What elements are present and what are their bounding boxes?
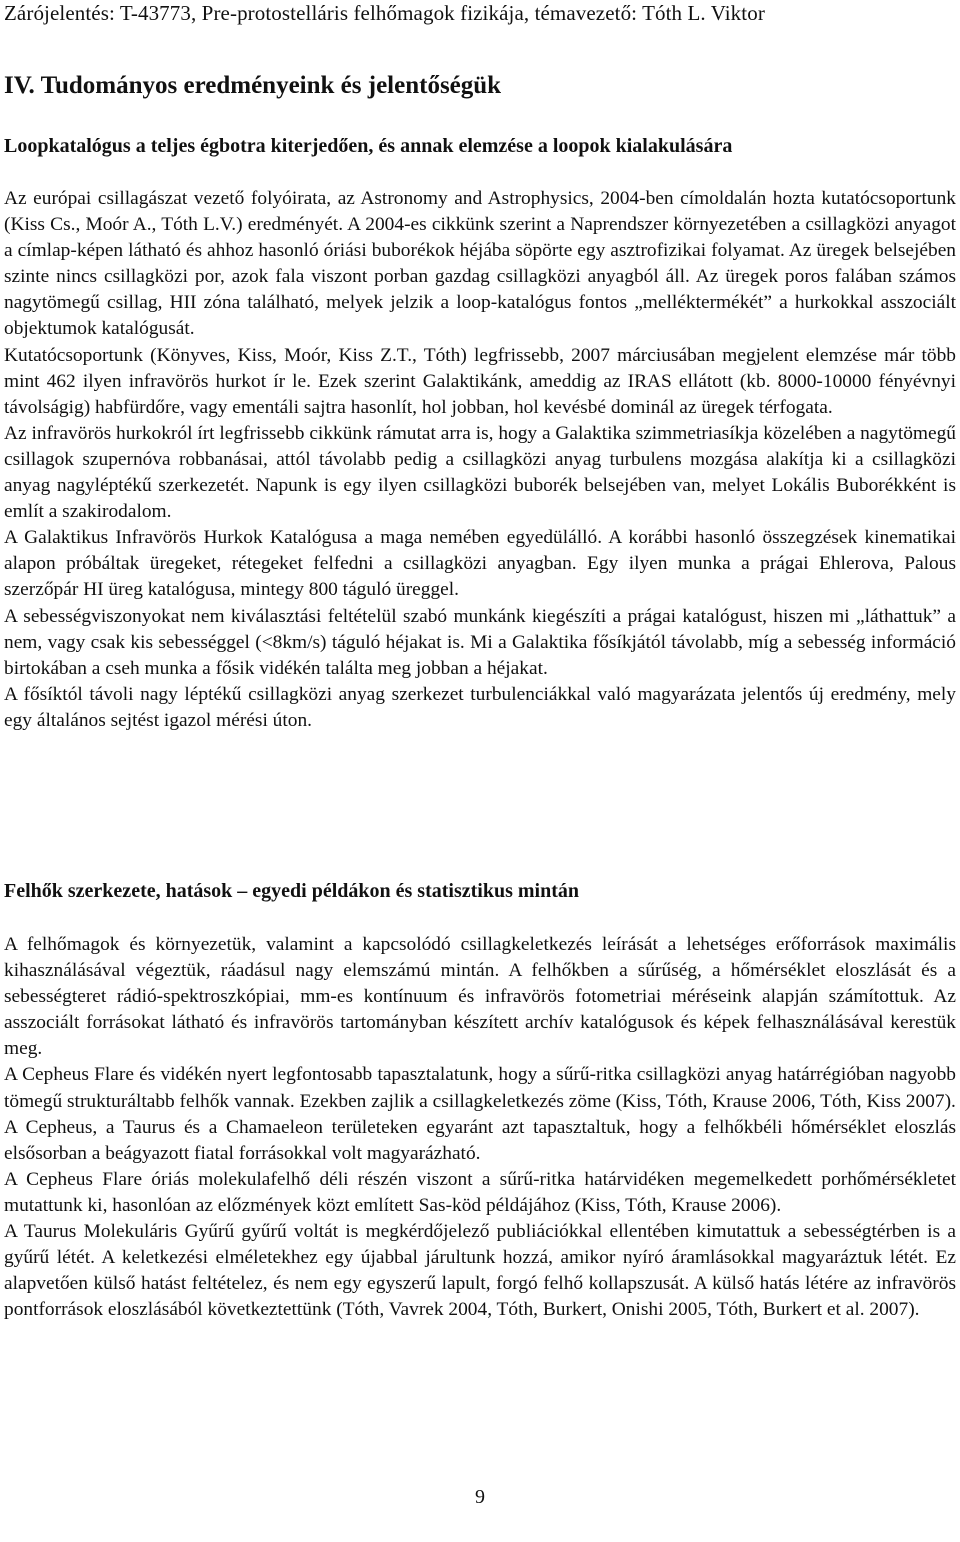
subsection-body-cloud-structure [4,932,956,1323]
paragraph: A fősíktól távoli nagy léptékű csillagközi anyag szerkezet turbulenciákkal való magyarázata jelentős új eredmény, mely egy általános sejtést igazol mérési úton. [4,683,956,731]
running-header: Zárójelentés: T-43773, Pre-protostelláris felhőmagok fizikája, témavezető: Tóth L. Viktor [4,1,765,25]
paragraph: Az infravörös hurkokról írt legfrissebb cikkünk rámutat arra is, hogy a Galaktika szimmetriasíkja közelében a nagytömegű csillagok szupernóva robbanásai, attól távolabb pedig a csillagközi anyag turbulens mozgása alakítja ki a csillagközi anyag nagyléptékű szerkezetét. Napunk is egy ilyen csillagközi buborék belsejében van, melyet Lokális Buborékként is említ a szakirodalom. [4,422,956,523]
subsection-body-loop-catalog [4,186,956,734]
paragraph: A Cepheus Flare és vidékén nyert legfontosabb tapasztalatunk, hogy a sűrű-ritka csillagközi anyag határrégióban nagyobb tömegű strukturáltabb felhők vannak. Ezekben zajlik a csillagkeletkezés zöme (Kiss, Tóth, Krause 2006, Tóth, Kiss 2007). [4,1064,956,1112]
paragraph: A felhőmagok és környezetük, valamint a kapcsolódó csillagkeletkezés leírását a lehetséges erőforrások maximális kihasználásával végeztük, ráadásul nagy elemszámú mintán. A felhőkben a sűrűség, a hőmérséklet eloszlását és a sebességteret rádió-spektroszkópiai, mm-es kontínuum és infravörös fotometriai méréseink alapján számítottuk. Az asszociált forrásokat látható és infravörös tartományban készített archív katalógusok és képek felhasználásával kerestük meg. [4,934,956,1060]
paragraph: A Galaktikus Infravörös Hurkok Katalógusa a maga nemében egyedülálló. A korábbi hasonló összegzések kinematikai alapon próbáltak üregeket, rétegeket felfedni a csillagközi anyagban. Egy ilyen munka a prágai Ehlerova, Palous szerzőpár HI üreg katalógusa, mintegy 800 táguló üreggel. [4,527,956,601]
section-heading: IV. Tudományos eredményeink és jelentőségük [4,72,502,99]
paragraph: Az európai csillagászat vezető folyóirata, az Astronomy and Astrophysics, 2004-ben címoldalán hozta kutatócsoportunk (Kiss Cs., Moór A., Tóth L.V.) eredményét. A 2004-es cikkünk szerint a Naprendszer környezetében a csillagközi anyagot a címlap-képen látható és ahhoz hasonló óriási buborékok héjába söpörte egy asztrofizikai folyamat. Az üregek belsejében szinte nincs csillagközi por, azok fala viszont porban gazdag csillagközi anyagból áll. Az üregek poros falában számos nagytömegű csillag, HII zóna található, melyek jelzik a loop-katalógus fontos „melléktermékét” a hurkokkal asszociált objektumok katalógusát. [4,188,956,340]
paragraph: A Cepheus Flare óriás molekulafelhő déli részén viszont a sűrű-ritka határvidéken megemelkedett porhőmérsékletet mutattunk ki, hasonlóan az előzmények közt említett Sas-köd példájához (Kiss, Tóth, Krause 2006). [4,1168,956,1216]
subsection-heading-loop-catalog: Loopkatalógus a teljes égbotra kiterjedően, és annak elemzése a loopok kialakulására [4,135,733,157]
subsection-heading-cloud-structure: Felhők szerkezete, hatások – egyedi példákon és statisztikus mintán [4,880,579,902]
page-number: 9 [475,1486,485,1508]
paragraph: A Taurus Molekuláris Gyűrű gyűrű voltát is megkérdőjelező publiációkkal ellentében kimutattuk a sebességtérben is a gyűrű létét. A keletkezési elméletekhez egy újabbal járultunk hozzá, amikor nyíró áramlásokkal magyaráztuk létét. Ez alapvetően külső hatást feltételez, és nem egy egyszerű lapult, forgó felhő kollapszusát. A külső hatás létére az infravörös pontforrások eloszlásából következtettünk (Tóth, Vavrek 2004, Tóth, Burkert, Onishi 2005, Tóth, Burkert et al. 2007). [4,1221,956,1321]
paragraph: A sebességviszonyokat nem kiválasztási feltételül szabó munkánk kiegészíti a prágai katalógust, hiszen mi „láthattuk” a nem, vagy csak kis sebességgel (<8km/s) táguló héjakat is. Mi a Galaktika fősíkjától távolabb, míg a sebesség információ birtokában a cseh munka a fősik vidékén találta meg jobban a héjakat. [4,605,956,679]
paragraph: A Cepheus, a Taurus és a Chamaeleon területeken egyaránt azt tapasztaltuk, hogy a felhőkbéli hőmérséklet eloszlás elsősorban a beágyazott fiatal forrásokkal volt magyarázható. [4,1116,956,1164]
paragraph: Kutatócsoportunk (Könyves, Kiss, Moór, Kiss Z.T., Tóth) legfrissebb, 2007 márciusában megjelent elemzése már több mint 462 ilyen infravörös hurkot ír le. Ezek szerint Galaktikánk, ameddig az IRAS ellátott (kb. 8000-10000 fényévnyi távolságig) habfürdőre, vagy ementáli sajtra hasonlít, hol jobban, hol kevésbé dominál az üregek térfogata. [4,344,956,418]
